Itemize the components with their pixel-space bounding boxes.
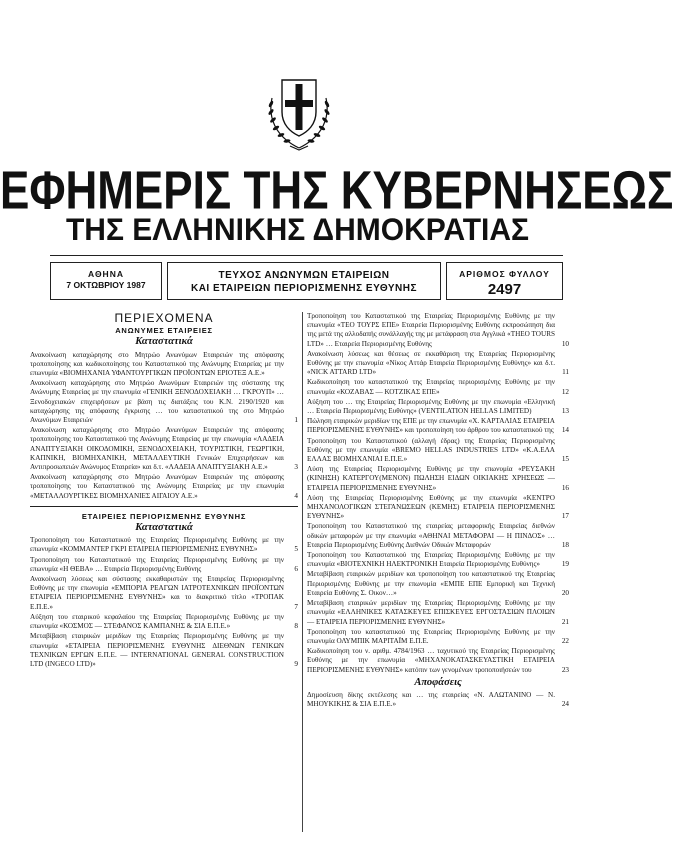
top-rule <box>50 255 563 256</box>
toc-entry-page: 13 <box>561 407 569 416</box>
sheet-number-label: ΑΡΙΘΜΟΣ ΦΥΛΛΟΥ <box>459 269 550 279</box>
toc-entry <box>307 599 569 627</box>
toc-entry <box>30 351 298 379</box>
toc-entry-text: Αύξηση του … της Εταιρείας Περιορισμένης Ευθύνης με την επωνυμία «Ελληνική … Εταιρεία Περιορισμένης Ευθύνης» (VENTILATION HELLAS LIMITED) <box>307 397 555 416</box>
toc-entry <box>307 570 569 598</box>
toc-entry-page: 7 <box>294 602 298 611</box>
toc-entry-page: 1 <box>294 416 298 425</box>
toc-entry-text: Λύση της Εταιρείας Περιορισμένης Ευθύνης με την επωνυμία «ΡΕΥΣΑΚΗ (ΚΙΝΗΣΗ) ΚΑΤΕΡΓΟΥ(ΜΕΝΟΝ) ΠΩΛΗΣΗ ΕΙΔΩΝ ΟΙΚΙΑΚΗΣ ΧΡΗΣΕΩΣ — ΕΤΑΙΡΕΙΑ ΠΕΡΙΟΡΙΣΜΕΝΗΣ ΕΥΘΥΝΗΣ» <box>307 465 555 492</box>
sa-statutes-heading: Καταστατικά <box>135 336 193 348</box>
issue-type-line2: ΚΑΙ ΕΤΑΙΡΕΙΩΝ ΠΕΡΙΟΡΙΣΜΕΝΗΣ ΕΥΘΥΝΗΣ <box>190 283 418 294</box>
toc-entry-page: 19 <box>561 560 569 569</box>
gazette-title: ΕΦΗΜΕΡΙΣ ΤΗΣ ΚΥΒΕΡΝΗΣΕΩΣ <box>0 160 673 221</box>
toc-entry-page: 5 <box>294 545 298 554</box>
toc-entry-text: Τροποποίηση του Καταστατικού της Εταιρείας Περιορισμένης Ευθύνης με την επωνυμία «ΤΕΟ ΤΟΥΡΣ ΕΠΕ» Εταιρεία Περιορισμένης Ευθύνης εκπροσώπηση δια της μετά της αλλοδαπής συνάλλαγής της με μετάφραση στα Αγγλικά «THEO TOURS LTD» … Εταιρεία Περιορισμένης Ευθύνης <box>307 312 555 348</box>
toc-entry-page: 16 <box>561 483 569 492</box>
gazette-subtitle: ΤΗΣ ΕΛΛΗΝΙΚΗΣ ΔΗΜΟΚΡΑΤΙΑΣ <box>65 212 530 248</box>
toc-entry-page: 24 <box>561 700 569 709</box>
right-entry-list <box>307 312 569 675</box>
toc-entry-page: 9 <box>294 659 298 668</box>
toc-entry-text: Λύση της Εταιρείας Περιορισμένης Ευθύνης με την επωνυμία «ΚΕΝΤΡΟ ΜΗΧΑΝΟΛΟΓΙΚΩΝ ΣΤΕΓΑΝΩΣΕΩΝ (ΚΕΜΗΣ) ΕΤΑΙΡΕΙΑ ΠΕΡΙΟΡΙΣΜΕΝΗΣ ΕΥΘΥΝΗΣ» <box>307 493 555 521</box>
toc-entry-text: Κωδικοποίηση του ν. αριθμ. 4784/1963 … ταχυτικού της Εταιρείας Περιορισμένης Ευθύνης με την επωνυμία «ΜΗΧΑΝΟΚΑΤΑΣΚΕΥΑΣΤΙΚΗ ΕΤΑΙΡΕΙΑ ΠΕΡΙΟΡΙΣΜΕΝΗΣ ΕΥΘΥΝΗΣ» κατόπιν των γενομένων τροποποιήσεών του <box>307 647 555 674</box>
toc-entry-page: 3 <box>294 463 298 472</box>
sheet-number-box <box>446 262 563 300</box>
issue-type-box <box>167 262 441 300</box>
contents-right-column <box>307 312 569 710</box>
toc-entry <box>307 378 569 396</box>
section-divider <box>30 506 298 507</box>
ltd-statutes-heading: Καταστατικά <box>135 522 193 534</box>
sa-entry-list <box>30 351 298 501</box>
toc-entry-text: Ανακοίνωση λύσεως και θέσεως σε εκκαθάριση της Εταιρείας Περιορισμένης Ευθύνης με την επωνυμία «Νίκος Αττάρ Εταιρεία Περιορισμένης Ευθύνης» και δ.τ. «NICK ATTARD LTD» <box>307 349 555 377</box>
toc-entry-page: 15 <box>561 455 569 464</box>
toc-entry-page: 10 <box>561 339 569 348</box>
toc-entry-text: Τροποποίηση του Καταστατικού της Εταιρείας Περιορισμένης Ευθύνης με την επωνυμία «ΒΙΟΤΕΧΝΙΚΗ ΗΛΕΚΤΡΟΝΙΚΗ Εταιρεία Περιορισμένης Ευθύνης» <box>307 551 555 569</box>
toc-entry <box>30 426 298 472</box>
toc-entry <box>307 312 569 349</box>
toc-entry-text: Κωδικοποίηση του καταστατικού της Εταιρείας περιορισμένης Ευθύνης με την επωνυμία «ΚΟΖΑΒΑΣ — ΚΟΤΖΙΚΑΣ ΕΠΕ» <box>307 378 555 396</box>
toc-entry-page: 8 <box>294 622 298 631</box>
toc-entry <box>307 522 569 550</box>
toc-entry <box>30 473 298 501</box>
toc-entry-text: Μεταβίβαση εταιρικών μεριδίων της Εταιρείας Περιορισμένης Ευθύνης με την επωνυμία «ΕΤΑΙΡΕΙΑ ΠΕΡΙΟΡΙΣΜΕΝΗΣ ΕΥΘΥΝΗΣ ΔΙΕΘΝΩΝ ΓΕΝΙΚΩΝ ΤΕΧΝΙΚΩΝ ΕΡΓΩΝ Ε.Π.Ε. — INTERNATIONAL GENERAL CONSTRUCTION LTD (INGECO LTD)» <box>30 632 284 668</box>
toc-entry-text: Μεταβίβαση εταιρικών μεριδίων της Εταιρείας Περιορισμένης Ευθύνης με την επωνυμία «ΕΛΛΗΝΙΚΕΣ ΚΑΤΑΣΚΕΥΕΣ ΕΠΙΣΚΕΥΕΣ ΕΡΓΟΣΤΑΣΙΩΝ ΠΛΟΙΩΝ — ΕΤΑΙΡΕΙΑ ΠΕΡΙΟΡΙΣΜΕΝΗΣ ΕΥΘΥΝΗΣ» <box>307 599 555 626</box>
sa-section-heading: ΑΝΩΝΥΜΕΣ ΕΤΑΙΡΕΙΕΣ <box>115 326 213 336</box>
toc-entry-page: 21 <box>561 617 569 626</box>
toc-entry <box>307 647 569 675</box>
toc-entry <box>307 551 569 569</box>
toc-entry-text: Ανακοίνωση καταχώρησης στο Μητρώο Ανωνύμων Εταιρειών της απόφασης τροποποίησης και κωδικοποίησης του Καταστατικού της Ανώνυμης Εταιρείας με την επωνυμία «ΒΙΟΜΗΧΑΝΙΑ ΥΦΑΝΤΟΥΡΓΙΚΩΝ ΠΡΟΪΟΝΤΩΝ ΕΡΙΟΤΕΞ Α.Ε.» <box>30 350 284 378</box>
toc-entry <box>30 556 298 574</box>
toc-entry-page: 22 <box>561 636 569 645</box>
toc-entry <box>307 465 569 493</box>
toc-entry-page: 4 <box>294 491 298 500</box>
city-label: ΑΘΗΝΑ <box>88 269 124 279</box>
ltd-section-heading: ΕΤΑΙΡΕΙΕΣ ΠΕΡΙΟΡΙΣΜΕΝΗΣ ΕΥΘΥΝΗΣ <box>81 511 247 521</box>
toc-entry-text: Τροποποίηση του Καταστατικού της Εταιρείας Περιορισμένης Ευθύνης με την επωνυμία «Η ΘΕΒΑ» … Εταιρεία Περιορισμένης Ευθύνης <box>30 555 284 573</box>
toc-entry-text: Δημοσίευση δίκης εκτέλεσης και … της εταιρείας «Ν. ΑΛΩΤΑΝΙΝΟ — Ν. ΜΗΟΥΚΙΚΗΣ & ΣΙΑ Ε.Π.Ε.» <box>307 690 555 709</box>
toc-entry <box>307 398 569 416</box>
toc-entry-page: 20 <box>561 588 569 597</box>
issue-type-line1: ΤΕΥΧΟΣ ΑΝΩΝΥΜΩΝ ΕΤΑΙΡΕΙΩΝ <box>218 270 390 281</box>
toc-entry <box>307 350 569 378</box>
toc-entry-text: Τροποποίηση του καταστατικού της Εταιρείας Περιορισμένης Ευθύνης με την επωνυμία ΟΛΥΜΠΙΚ ΜΑΡΙΤΑΪΜ Ε.Π.Ε. <box>307 627 555 645</box>
toc-entry <box>307 417 569 435</box>
toc-entry-page: 23 <box>561 665 569 674</box>
toc-entry-text: Μεταβίβαση εταιρικών μεριδίων και τροποποίηση του καταστατικού της Εταιρείας Περιορισμένης Ευθύνης με την επωνυμία «ΕΜΠΕ ΕΠΕ Εμπορική και Τεχνική Εταιρεία Ευθύνης Σ. Οικον…» <box>307 570 555 597</box>
toc-entry-text: Ανακοίνωση καταχώρησης στο Μητρώο Ανωνύμων Εταιρειών της απόφασης τροποποίησης του Καταστατικού της Ανώνυμης Εταιρείας με την επωνυμία «ΛΑΔΕΙΑ ΑΝΑΠΤΥΞΙΑΚΗ ΟΙΚΟΔΟΜΙΚΗ, ΞΕΝΟΔΟΧΕΙΑΚΗ, ΤΟΥΡΙΣΤΙΚΗ, ΓΕΩΡΓΙΚΗ, ΚΑΠΝΙΚΗ, ΒΙΟΜΗΧΑΝΙΚΗ, ΜΕΤΑΛΛΕΥΤΙΚΗ Γενικών Επιχειρήσεων και Αντιπροσωπειών Ανώνυμος Εταιρεία» και δ.τ. «ΛΑΔΕΙΑ ΑΝΑΠΤΥΞΙΑΚΗ Α.Ε.» <box>30 426 284 472</box>
toc-entry-page: 11 <box>562 368 569 377</box>
toc-entry <box>30 536 298 554</box>
toc-entry-page: 14 <box>561 426 569 435</box>
toc-entry-text: Πώληση εταιρικών μεριδίων της ΕΠΕ με την επωνυμία «Χ. ΚΑΡΤΑΛΙΑΣ ΕΤΑΙΡΕΙΑ ΠΕΡΙΟΡΙΣΜΕΝΗΣ ΕΥΘΥΝΗΣ» και τροποποίηση του άρθρου του καταστατικού της <box>307 417 555 435</box>
date-box <box>50 262 162 300</box>
greek-coat-of-arms-icon <box>262 68 336 154</box>
toc-entry <box>307 691 569 709</box>
toc-entry <box>307 628 569 646</box>
ltd-entry-list <box>30 536 298 669</box>
toc-entry-text: Ανακοίνωση καταχώρησης στο Μητρώο Ανωνύμων Εταιρειών της σύστασης της Ανώνυμης Εταιρείας με την επωνυμία «ΓΕΝΙΚΗ ΞΕΝΟΔΟΧΕΙΑΚΗ … ΓΚΡΟΥΠ» … Ξενοδοχειακών επιχειρήσεων με βάση τις διατάξεις του Κ.Ν. 2190/1920 και καταχώρησης της απόφασης έγκρισης … του καταστατικού της στο Μητρώο Ανωνύμων Εταιρειών <box>30 379 284 425</box>
decision-entry-list <box>307 691 569 709</box>
toc-entry-text: Τροποποίηση του Καταστατικού της εταιρείας μεταφορικής Εταιρείας διεθνών οδικών μεταφορών με την επωνυμία «ΑΘΗΝΑΙ ΜΕΤΑΦΟΡΑΙ — Η ΠΙΝΔΟΣ» … Εταιρεία Περιορισμένης Ευθύνης Διεθνών Οδικών Μεταφορών <box>307 522 555 549</box>
toc-entry-text: Αύξηση του εταιρικού κεφαλαίου της Εταιρείας Περιορισμένης Ευθύνης με την επωνυμία «ΚΟΣΜΟΣ — ΣΤΕΦΑΝΟΣ ΚΑΜΠΑΝΗΣ & ΣΙΑ Ε.Π.Ε.» <box>30 612 284 631</box>
toc-entry <box>30 379 298 425</box>
toc-entry-page: 18 <box>561 540 569 549</box>
column-divider <box>302 312 303 832</box>
toc-entry-page: 6 <box>294 564 298 573</box>
decisions-heading: Αποφάσεις <box>414 676 462 688</box>
contents-heading: ΠΕΡΙΕΧΟΜΕΝΑ <box>114 311 214 325</box>
toc-entry-text: Τροποποίηση του Καταστατικού (αλλαγή έδρας) της Εταιρείας Περιορισμένης Ευθύνης με την επωνυμία «BREMO HELLAS INDUSTRIES LTD» «Κ.Α.ΕΛΑ ΕΛΛΑΣ ΒΙΟΜΗΧΑΝΙΑΙ Ε.Π.Ε.» <box>307 436 555 464</box>
toc-entry-text: Ανακοίνωση καταχώρησης στο Μητρώο Ανωνύμων Εταιρειών της απόφασης τροποποίησης του Καταστατικού της Ανώνυμης Εταιρείας με την επωνυμία «ΜΕΤΑΛΛΟΥΡΓΙΚΕΣ ΒΙΟΜΗΧΑΝΙΕΣ ΑΙΓΑΙΟΥ Α.Ε.» <box>30 473 284 500</box>
toc-entry <box>307 437 569 465</box>
toc-entry-page: 12 <box>561 387 569 396</box>
toc-entry-text: Τροποποίηση του Καταστατικού της Εταιρείας Περιορισμένης Ευθύνης με την επωνυμία «ΚΟΜΜΑΝΤΕΡ ΓΚΡΙ ΕΤΑΙΡΕΙΑ ΠΕΡΙΟΡΙΣΜΕΝΗΣ ΕΥΘΥΝΗΣ» <box>30 536 284 554</box>
sheet-number: 2497 <box>487 281 522 298</box>
toc-entry <box>30 575 298 612</box>
toc-entry <box>307 494 569 522</box>
toc-entry <box>30 613 298 631</box>
contents-left-column <box>30 312 298 670</box>
toc-entry <box>30 632 298 669</box>
toc-entry-page: 17 <box>561 512 569 521</box>
issue-date: 7 ΟΚΤΩΒΡΙΟΥ 1987 <box>66 280 146 290</box>
toc-entry-text: Ανακοίνωση λύσεως και σύστασης εκκαθαριστών της Εταιρείας Περιορισμένης Ευθύνης με την επωνυμία «ΕΜΠΟΡΙΑ ΡΕΑΓΩΝ ΙΑΤΡΟΤΕΧΝΙΚΩΝ ΠΡΟΪΟΝΤΩΝ ΕΤΑΙΡΕΙΑ ΠΕΡΙΟΡΙΣΜΕΝΗΣ ΕΥΘΥΝΗΣ» και το διακριτικό τίτλο «ΤΡΟΠΑΚ Ε.Π.Ε.» <box>30 575 284 611</box>
